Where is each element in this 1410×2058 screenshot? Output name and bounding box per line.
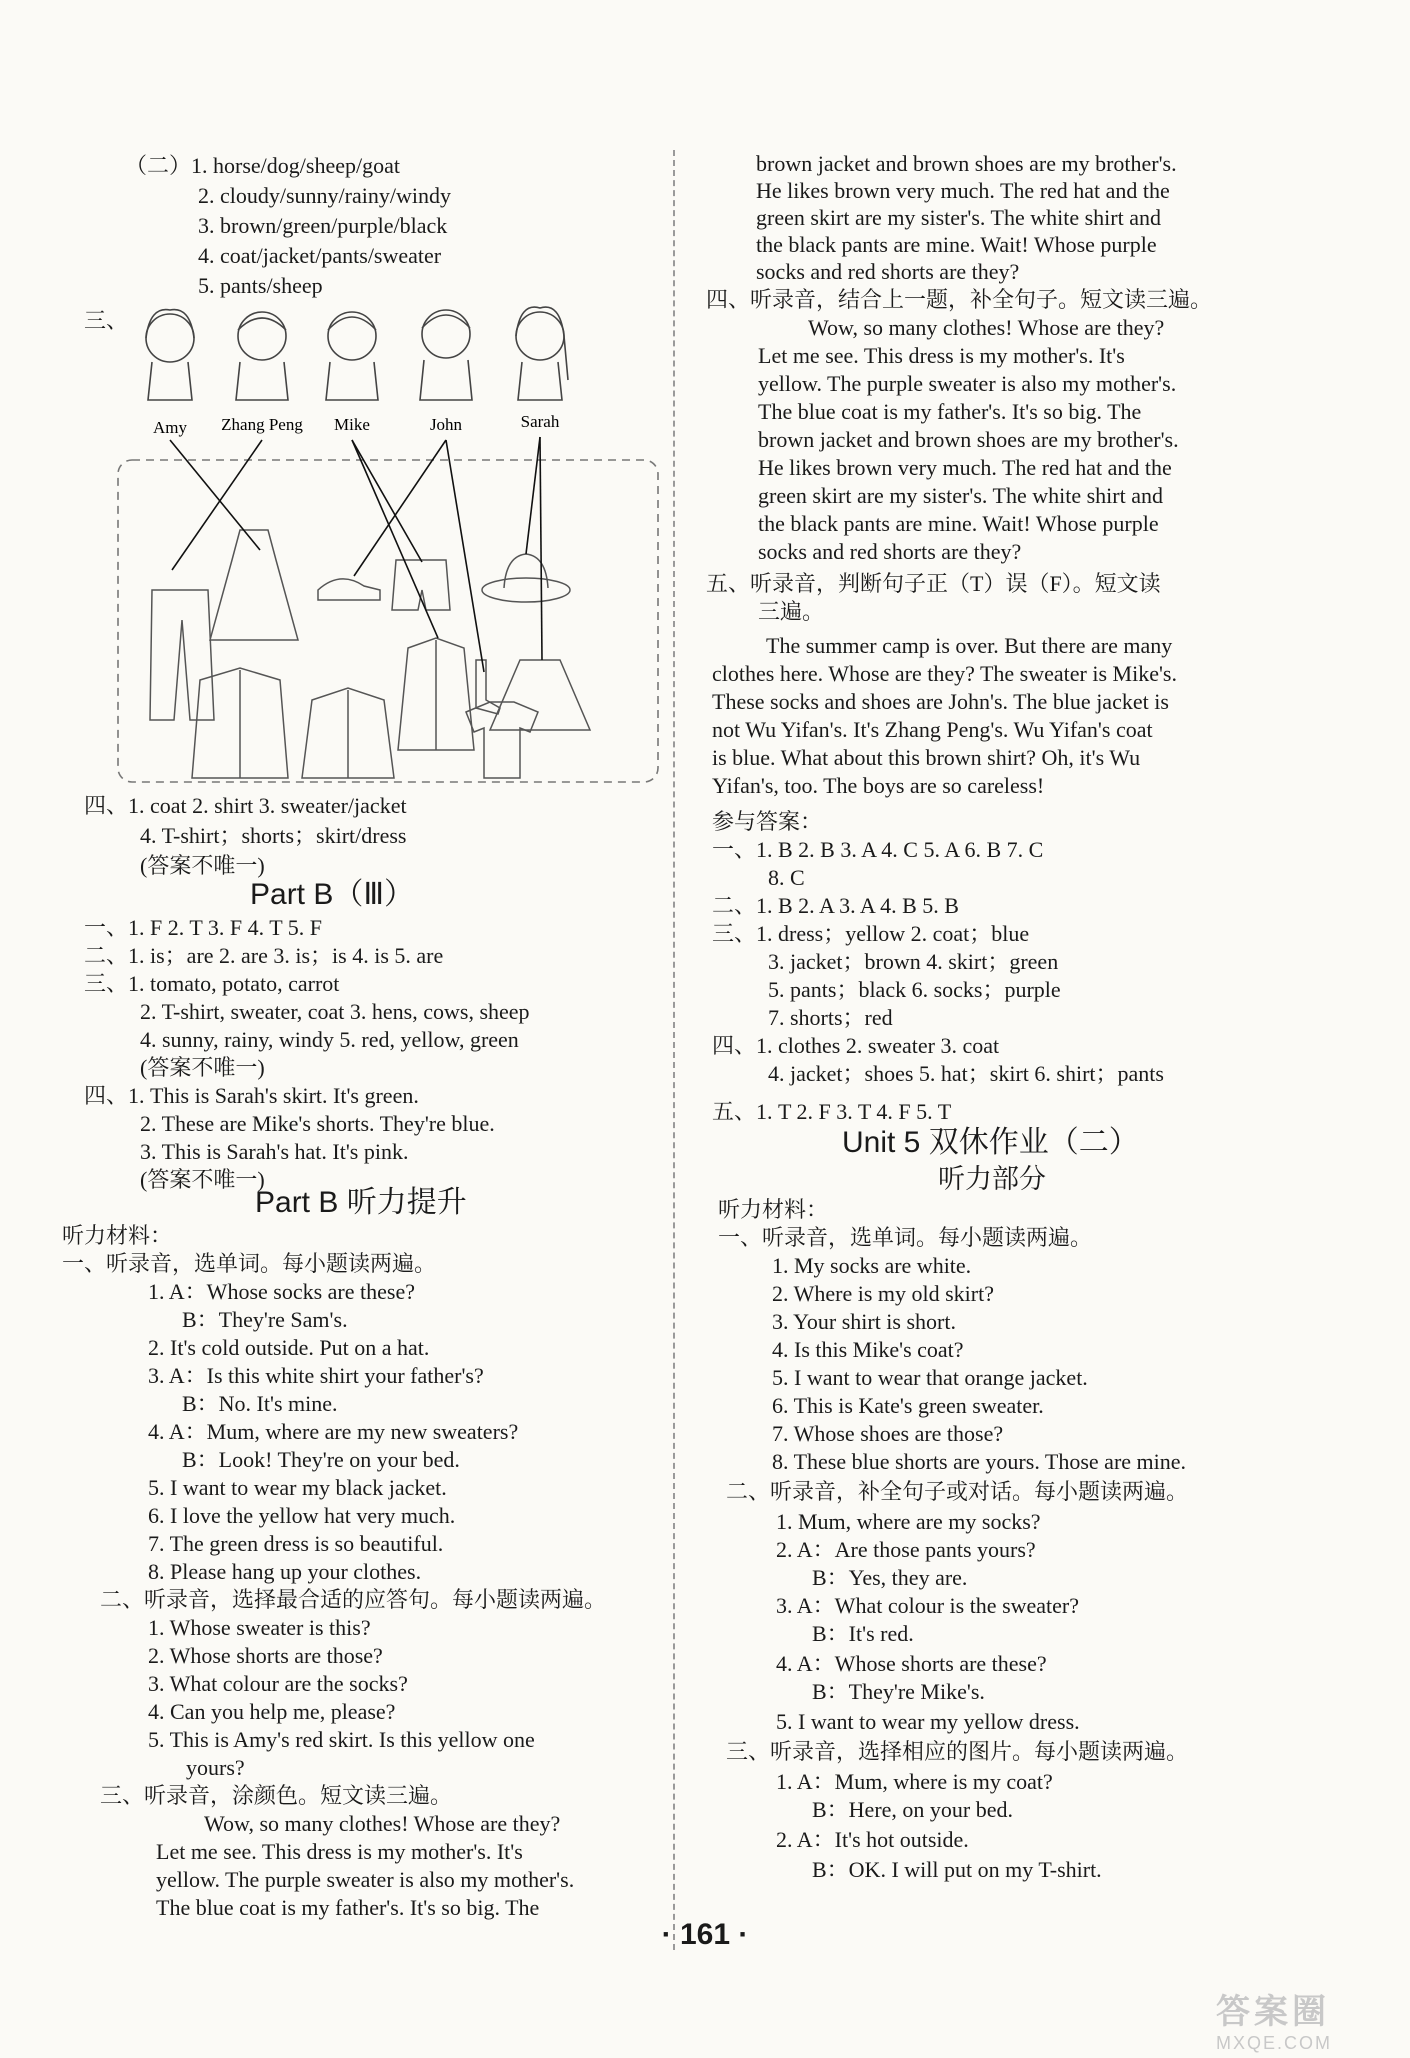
line: 三遍。 — [758, 599, 825, 624]
line: 三、1. tomato, potato, carrot — [84, 971, 340, 996]
line: 1. A：Mum, where is my coat? — [776, 1769, 1053, 1794]
line: yours? — [186, 1755, 245, 1780]
kid-mike-image — [326, 312, 378, 400]
line: 1. Whose sweater is this? — [148, 1615, 371, 1640]
line: 1. Mum, where are my socks? — [776, 1509, 1041, 1534]
line: 3. A：Is this white shirt your father's? — [148, 1363, 484, 1388]
line: 二、听录音，选择最合适的应答句。每小题读两遍。 — [100, 1587, 607, 1612]
line: (答案不唯一) — [140, 1055, 265, 1080]
line: yellow. The purple sweater is also my mother's. — [758, 371, 1177, 396]
line: 听力材料： — [62, 1223, 173, 1248]
line: 三、听录音，选择相应的图片。每小题读两遍。 — [726, 1739, 1189, 1764]
line: 4. T-shirt；shorts；skirt/dress — [140, 823, 407, 848]
line: 三、1. dress；yellow 2. coat；blue — [712, 921, 1030, 946]
line: 2. It's cold outside. Put on a hat. — [148, 1335, 430, 1360]
line: Wow, so many clothes! Whose are they? — [204, 1811, 561, 1836]
line: 一、1. B 2. B 3. A 4. C 5. A 6. B 7. C — [712, 837, 1044, 862]
line: brown jacket and brown shoes are my brother's. — [758, 427, 1179, 452]
section-title: Part B 听力提升 — [255, 1186, 467, 1219]
line: 3. This is Sarah's hat. It's pink. — [140, 1139, 409, 1164]
line: 听力材料： — [718, 1197, 829, 1222]
line: 4. A：Mum, where are my new sweaters? — [148, 1419, 519, 1444]
line: 5. I want to wear my black jacket. — [148, 1475, 447, 1500]
unit-subtitle: 听力部分 — [938, 1164, 1046, 1194]
line: socks and red shorts are they? — [756, 259, 1020, 284]
skirt-image — [490, 660, 590, 730]
line: 二、1. B 2. A 3. A 4. B 5. B — [712, 893, 959, 918]
line: not Wu Yifan's. It's Zhang Peng's. Wu Yifan's coat — [712, 717, 1153, 742]
line: the black pants are mine. Wait! Whose purple — [758, 511, 1159, 536]
pants-image — [150, 590, 214, 720]
watermark-text: 答案圈 — [1216, 1993, 1330, 2031]
column-divider — [673, 150, 675, 1950]
line: 7. Whose shoes are those? — [772, 1421, 1004, 1446]
line: B：They're Sam's. — [182, 1307, 348, 1332]
line: 4. Is this Mike's coat? — [772, 1337, 964, 1362]
line: The blue coat is my father's. It's so big. The — [156, 1895, 540, 1920]
line: B：Here, on your bed. — [812, 1797, 1014, 1822]
line: 4. jacket；shoes 5. hat；skirt 6. shirt；pants — [768, 1061, 1164, 1086]
line: 一、听录音，选单词。每小题读两遍。 — [62, 1251, 437, 1276]
kid-john-image — [420, 310, 472, 400]
line: These socks and shoes are John's. The blue jacket is — [712, 689, 1169, 714]
line: yellow. The purple sweater is also my mother's. — [156, 1867, 575, 1892]
kid-label: Mike — [334, 415, 370, 434]
line: 四、1. This is Sarah's skirt. It's green. — [84, 1083, 419, 1108]
line: 3. What colour are the socks? — [148, 1671, 408, 1696]
dress-image — [210, 530, 298, 640]
line: 1. My socks are white. — [772, 1253, 972, 1278]
match-lines — [170, 437, 542, 672]
kid-zhang-peng-image — [236, 312, 288, 400]
line: Wow, so many clothes! Whose are they? — [808, 315, 1165, 340]
line: 2. Where is my old skirt? — [772, 1281, 994, 1306]
line: 2. T-shirt, sweater, coat 3. hens, cows, sheep — [140, 999, 530, 1024]
line: 2. A：Are those pants yours? — [776, 1537, 1036, 1562]
watermark-logo — [1216, 1984, 1386, 2053]
line: 五、听录音，判断句子正（T）误（F）。短文读 — [706, 571, 1161, 596]
line: The summer camp is over. But there are many — [766, 633, 1173, 658]
line: the black pants are mine. Wait! Whose purple — [756, 232, 1157, 257]
line: 6. This is Kate's green sweater. — [772, 1393, 1044, 1418]
line: 4. A：Whose shorts are these? — [776, 1651, 1047, 1676]
line: B：They're Mike's. — [812, 1679, 985, 1704]
line: 2. These are Mike's shorts. They're blue. — [140, 1111, 495, 1136]
line: 二、听录音，补全句子或对话。每小题读两遍。 — [726, 1479, 1189, 1504]
line: 3. jacket；brown 4. skirt；green — [768, 949, 1059, 974]
shoes-image — [318, 579, 380, 600]
section-title: Part B（Ⅲ） — [250, 878, 415, 911]
line: Let me see. This dress is my mother's. It's — [156, 1839, 523, 1864]
line: 2. Whose shorts are those? — [148, 1643, 383, 1668]
kid-label: Sarah — [520, 412, 560, 431]
line: socks and red shorts are they? — [758, 539, 1022, 564]
shirt-image — [302, 688, 394, 778]
unit-title: Unit 5 双休作业（二） — [842, 1126, 1139, 1159]
line: B：OK. I will put on my T-shirt. — [812, 1857, 1102, 1882]
line: 5. This is Amy's red skirt. Is this yellow one — [148, 1727, 535, 1752]
line: He likes brown very much. The red hat and the — [758, 455, 1172, 480]
line: (答案不唯一) — [140, 853, 265, 878]
line: 8. C — [768, 865, 805, 890]
line: 二、1. is；are 2. are 3. is；is 4. is 5. are — [84, 943, 444, 968]
hat-image — [482, 554, 570, 602]
line: 6. I love the yellow hat very much. — [148, 1503, 456, 1528]
line: Let me see. This dress is my mother's. It's — [758, 343, 1125, 368]
section-label: 三、 — [84, 309, 129, 334]
line: 5. pants/sheep — [198, 273, 323, 298]
coat-image — [398, 638, 474, 750]
tshirt-image — [466, 702, 538, 778]
line: 3. A：What colour is the sweater? — [776, 1593, 1080, 1618]
line: (答案不唯一) — [140, 1167, 265, 1192]
line: 5. pants；black 6. socks；purple — [768, 977, 1061, 1002]
page-number: · 161 · — [661, 1918, 749, 1951]
line: 5. I want to wear my yellow dress. — [776, 1709, 1080, 1734]
line: 四、听录音，结合上一题，补全句子。短文读三遍。 — [706, 287, 1213, 312]
line: 四、1. clothes 2. sweater 3. coat — [712, 1033, 1000, 1058]
line: brown jacket and brown shoes are my brother's. — [756, 151, 1177, 176]
shorts-image — [392, 560, 450, 610]
kid-label: Zhang Peng — [221, 415, 303, 434]
line: clothes here. Whose are they? The sweater is Mike's. — [712, 661, 1177, 686]
line: B：It's red. — [812, 1621, 914, 1646]
line: 三、听录音，涂颜色。短文读三遍。 — [100, 1783, 453, 1808]
line: 4. sunny, rainy, windy 5. red, yellow, green — [140, 1027, 519, 1052]
line: green skirt are my sister's. The white shirt and — [756, 205, 1161, 230]
kid-label: Amy — [153, 418, 187, 437]
line: 2. cloudy/sunny/rainy/windy — [198, 183, 451, 208]
line: （二）1. horse/dog/sheep/goat — [125, 153, 400, 178]
line: Yifan's, too. The boys are so careless! — [712, 773, 1045, 798]
matching-figure — [90, 300, 670, 790]
line: 8. Please hang up your clothes. — [148, 1559, 422, 1584]
line: is blue. What about this brown shirt? Oh, it's Wu — [712, 745, 1141, 770]
kid-sarah-image — [516, 307, 568, 400]
line: 3. brown/green/purple/black — [198, 213, 448, 238]
line: He likes brown very much. The red hat and the — [756, 178, 1170, 203]
line: 参与答案： — [712, 809, 823, 834]
line: The blue coat is my father's. It's so big. The — [758, 399, 1142, 424]
line: 一、听录音，选单词。每小题读两遍。 — [718, 1225, 1093, 1250]
line: 5. I want to wear that orange jacket. — [772, 1365, 1088, 1390]
watermark-url: MXQE.COM — [1216, 2033, 1333, 2053]
line: B：Yes, they are. — [812, 1565, 968, 1590]
line: 一、1. F 2. T 3. F 4. T 5. F — [84, 915, 322, 940]
line: 4. coat/jacket/pants/sweater — [198, 243, 442, 268]
line: green skirt are my sister's. The white shirt and — [758, 483, 1163, 508]
kid-amy-image — [146, 310, 194, 400]
line: 五、1. T 2. F 3. T 4. F 5. T — [712, 1099, 952, 1124]
line: 7. shorts；red — [768, 1005, 893, 1030]
kid-label: John — [429, 415, 463, 434]
line: 4. Can you help me, please? — [148, 1699, 396, 1724]
line: 8. These blue shorts are yours. Those are mine. — [772, 1449, 1187, 1474]
line: 7. The green dress is so beautiful. — [148, 1531, 444, 1556]
line: 1. A：Whose socks are these? — [148, 1279, 415, 1304]
jacket-image — [192, 668, 288, 778]
line: 3. Your shirt is short. — [772, 1309, 956, 1334]
line: B：No. It's mine. — [182, 1391, 338, 1416]
line: B：Look! They're on your bed. — [182, 1447, 460, 1472]
line: 四、1. coat 2. shirt 3. sweater/jacket — [84, 793, 407, 818]
line: 2. A：It's hot outside. — [776, 1827, 969, 1852]
